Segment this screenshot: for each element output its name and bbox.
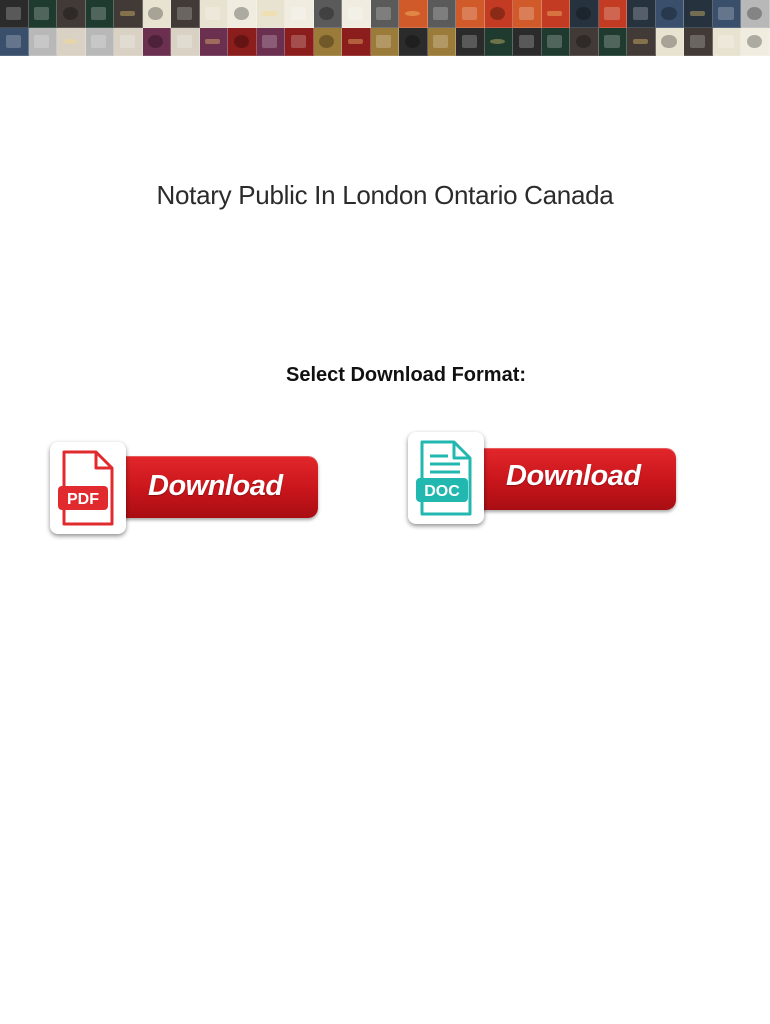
banner-tile [599, 0, 628, 28]
doc-format-text: DOC [424, 483, 460, 500]
banner-tile [456, 28, 485, 56]
banner-tile [428, 28, 457, 56]
doc-file-icon [408, 432, 484, 524]
banner-tile [627, 28, 656, 56]
banner-tile [570, 0, 599, 28]
banner-tile [342, 0, 371, 28]
banner-tile [314, 28, 343, 56]
download-doc-button[interactable] [406, 430, 678, 528]
banner-tile [485, 28, 514, 56]
banner-tile [114, 0, 143, 28]
header-banner [0, 0, 770, 56]
banner-tile [684, 0, 713, 28]
banner-tile [371, 28, 400, 56]
banner-tile [86, 28, 115, 56]
banner-tile [0, 28, 29, 56]
pdf-file-icon [50, 442, 126, 534]
banner-tile [599, 28, 628, 56]
banner-tile [29, 0, 58, 28]
banner-tile [399, 0, 428, 28]
banner-tile [485, 0, 514, 28]
banner-tile [285, 0, 314, 28]
banner-tile [656, 28, 685, 56]
download-doc-label: Download [506, 460, 641, 492]
banner-tile [0, 0, 29, 28]
banner-tile [684, 28, 713, 56]
banner-tile [656, 0, 685, 28]
banner-tile [143, 0, 172, 28]
banner-tile [257, 0, 286, 28]
banner-tile [285, 28, 314, 56]
banner-tile [143, 28, 172, 56]
banner-tile [513, 28, 542, 56]
banner-tile [114, 28, 143, 56]
banner-tile [200, 0, 229, 28]
download-pdf-label: Download [148, 470, 283, 502]
banner-tile [456, 0, 485, 28]
banner-tile [713, 28, 742, 56]
banner-tile [57, 0, 86, 28]
banner-tile [542, 0, 571, 28]
banner-tile [342, 28, 371, 56]
banner-tile [314, 0, 343, 28]
banner-tile [713, 0, 742, 28]
banner-tile [57, 28, 86, 56]
banner-tile [741, 28, 770, 56]
banner-tile [29, 28, 58, 56]
page-title: Notary Public In London Ontario Canada [156, 180, 614, 210]
banner-tile [171, 28, 200, 56]
banner-tile [741, 0, 770, 28]
banner-tile [627, 0, 656, 28]
banner-tile [257, 28, 286, 56]
banner-tile [399, 28, 428, 56]
banner-tile [228, 0, 257, 28]
banner-tile [86, 0, 115, 28]
banner-tile [542, 28, 571, 56]
banner-tile [200, 28, 229, 56]
banner-tile [171, 0, 200, 28]
format-prompt: Select Download Format: [285, 364, 527, 386]
download-pdf-button[interactable] [48, 438, 320, 536]
banner-tile [371, 0, 400, 28]
banner-tile [228, 28, 257, 56]
banner-tile [428, 0, 457, 28]
banner-tile [570, 28, 599, 56]
pdf-format-text: PDF [67, 491, 99, 508]
banner-tile [513, 0, 542, 28]
